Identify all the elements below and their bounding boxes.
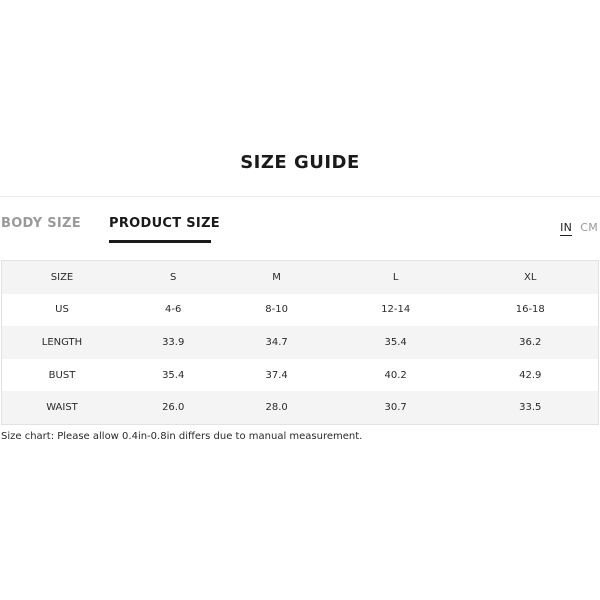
measurement-note: Size chart: Please allow 0.4in-0.8in differs due to manual measurement. <box>1 431 363 442</box>
table-header-cell: SIZE <box>2 261 123 294</box>
table-cell: 33.5 <box>463 391 599 424</box>
size-chart-table <box>1 260 599 425</box>
table-cell: 42.9 <box>463 359 599 392</box>
table-cell: 40.2 <box>329 359 463 392</box>
table-row-label: US <box>2 294 123 327</box>
table-cell: 36.2 <box>463 326 599 359</box>
active-tab-indicator <box>109 240 211 243</box>
unit-cm-button[interactable]: CM <box>580 221 598 234</box>
table-cell: 33.9 <box>122 326 224 359</box>
table-row-label: LENGTH <box>2 326 123 359</box>
table-cell: 30.7 <box>329 391 463 424</box>
unit-toggle <box>560 221 598 236</box>
table-header-cell: XL <box>463 261 599 294</box>
table-row <box>2 391 599 424</box>
table-header-cell: M <box>224 261 328 294</box>
page-title: SIZE GUIDE <box>240 152 360 173</box>
table-cell: 4-6 <box>122 294 224 327</box>
table-cell: 8-10 <box>224 294 328 327</box>
table-cell: 26.0 <box>122 391 224 424</box>
table-cell: 34.7 <box>224 326 328 359</box>
table-row-label: WAIST <box>2 391 123 424</box>
table-row <box>2 294 599 327</box>
tab-body-size[interactable]: BODY SIZE <box>1 216 81 231</box>
table-row-label: BUST <box>2 359 123 392</box>
table-row <box>2 359 599 392</box>
table-cell: 35.4 <box>329 326 463 359</box>
table-row <box>2 326 599 359</box>
table-cell: 37.4 <box>224 359 328 392</box>
table-cell: 12-14 <box>329 294 463 327</box>
table-cell: 28.0 <box>224 391 328 424</box>
table-header-cell: L <box>329 261 463 294</box>
header-divider <box>0 196 600 197</box>
unit-in-button[interactable]: IN <box>560 221 573 234</box>
table-header-cell: S <box>122 261 224 294</box>
tab-product-size[interactable]: PRODUCT SIZE <box>109 216 220 231</box>
table-cell: 16-18 <box>463 294 599 327</box>
table-cell: 35.4 <box>122 359 224 392</box>
table-header-row <box>2 261 599 294</box>
